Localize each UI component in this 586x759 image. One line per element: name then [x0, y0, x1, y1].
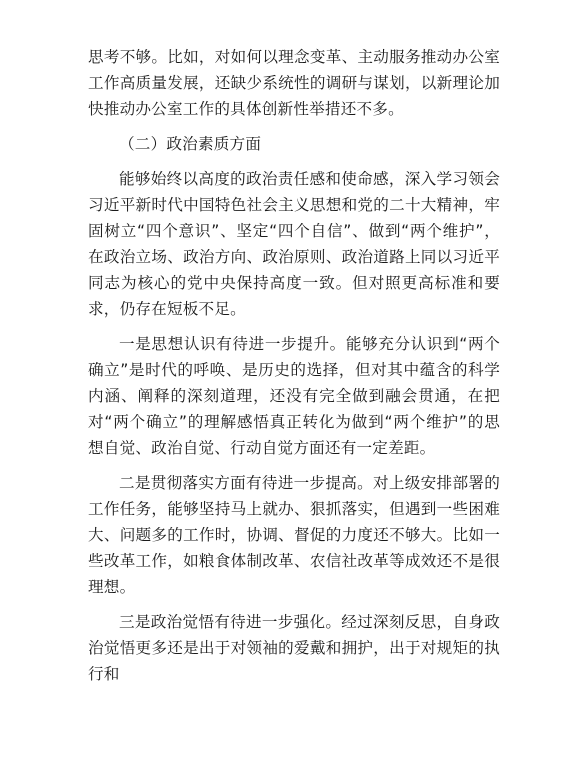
paragraph-continuation: 思考不够。比如，对如何以理念变革、主动服务推动办公室工作高质量发展，还缺少系统性的调研与谋划，以新理论加快推动办公室工作的具体创新性举措还不多。 [88, 48, 500, 118]
document-body [88, 44, 500, 687]
paragraph-political-quality: 能够始终以高度的政治责任感和使命感，深入学习领会习近平新时代中国特色社会主义思想和党的二十大精神，牢固树立“四个意识”、坚定“四个自信”、做到“两个维护”，在政治立场、政治方向、政治原则、政治道路上同以习近平同志为核心的党中央保持高度一致。但对照更高标准和要求，仍存在短板不足。 [88, 170, 500, 318]
paragraph-point-two: 二是贯彻落实方面有待进一步提高。对上级安排部署的工作任务，能够坚持马上就办、狠抓落实，但遇到一些困难大、问题多的工作时，协调、督促的力度还不够大。比如一些改革工作，如粮食体制改革、农信社改革等成效还不是很理想。 [88, 474, 500, 596]
paragraph-point-three: 三是政治觉悟有待进一步强化。经过深刻反思，自身政治觉悟更多还是出于对领袖的爱戴和拥护，出于对规矩的执行和 [88, 613, 500, 683]
paragraph-point-one: 一是思想认识有待进一步提升。能够充分认识到“两个确立”是时代的呼唤、是历史的选择，但对其中蕴含的科学内涵、阐释的深刻道理，还没有完全做到融会贯通，在把对“两个确立”的理解感悟真正转化为做到“两个维护”的思想自觉、政治自觉、行动自觉方面还有一定差距。 [88, 335, 500, 457]
section-heading: （二）政治素质方面 [119, 135, 262, 153]
